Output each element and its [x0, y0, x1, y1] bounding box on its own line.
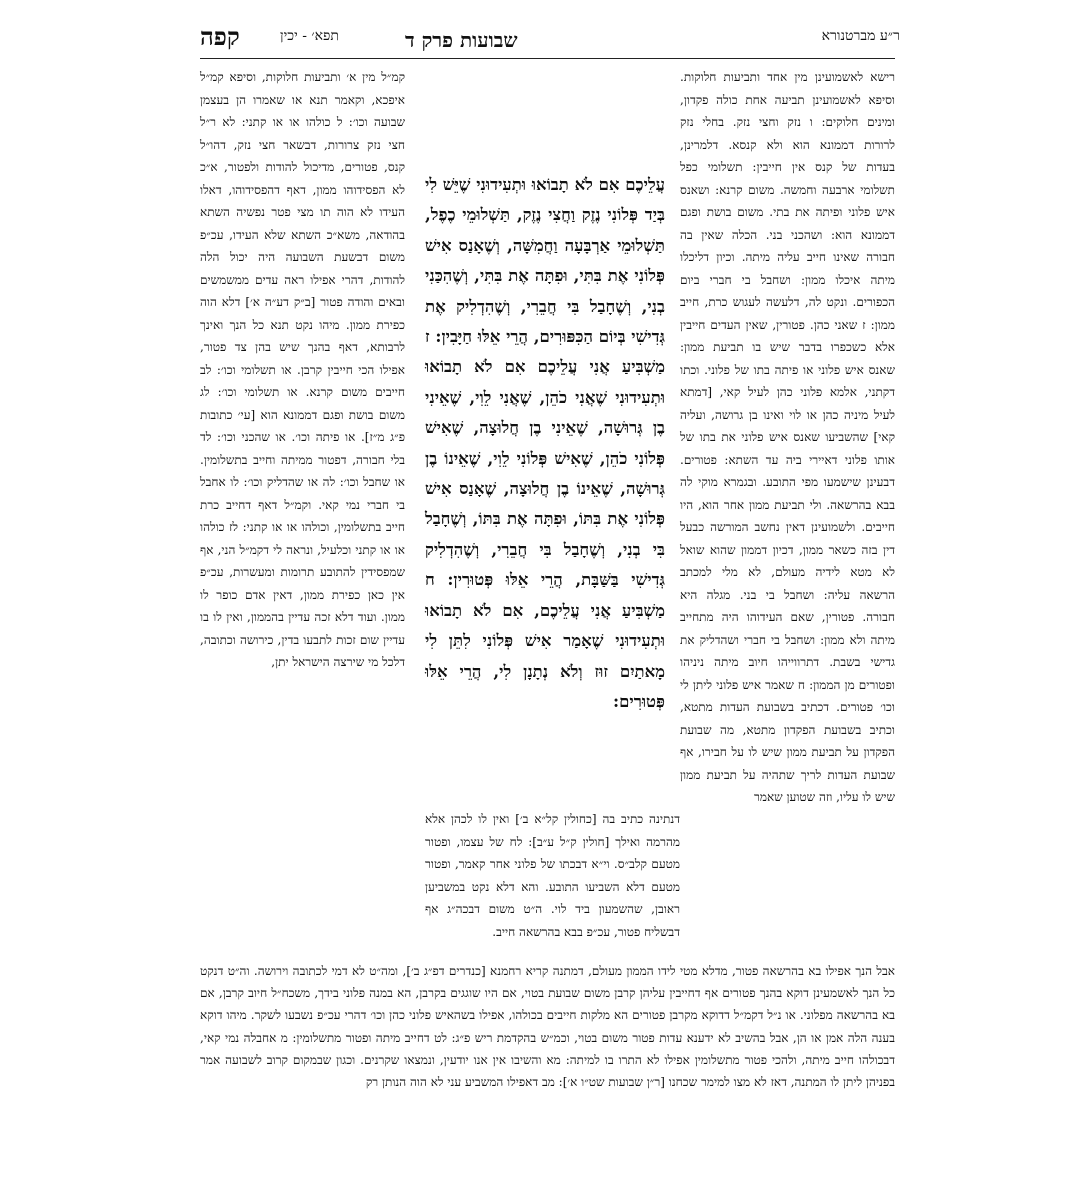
header-commentary: ר״ע מברטנורא [821, 28, 900, 44]
left-commentary-text: קמ״ל מין א׳ ותביעות חלוקות, וסיפא קמ״ל איפכא, וקאמר תנא או שאמרו הן בעצמן שבועה וכו׳: ל כולהו או או קתני: לא ר״ל חצי נזק צרורות, דבשאר חצי נזק, דהו״ל קנס, פטורים, מדיכול להודות ולפטור, א״כ לא הפסידוהו ממון, דאף דהפסידוהו, דאלו העידו לא הוה תו מצי פטר נפשיה השתא בהודאה, משא״כ השתא שלא העידו, עכ״פ משום דבשעת השבועה היה יכול הלה להודות, דהרי אפילו ראה עדים ממשמשים ובאים והודה פטור [ב״ק דע״ה א׳] דלא הוה כפירת ממון. מיהו נקט תנא כל הנך ואינך לרבותא, דאף בהנך שיש בהן צד פטור, אפילו הכי חייבין קרבן. או תשלומי וכו׳: לב חייבים משום קרנא. או תשלומי וכו׳: לג משום בושת ופגם דממונא הוא [עי׳ כתובות פ״ג מ״ז]. או פיתה וכו׳. או שהכני וכו׳: לד בלי חבורה, דפטור ממיתה וחייב בתשלומין. או שחבל וכו׳: לה או שהדליק וכו׳: לו אחבל בי חברי נמי קאי. וקמ״ל דאף דחייב כרת חייב בתשלומין, וכולהו או או קתני: לז כולהו או או קתני וכלעיל, ונראה לי דקמ״ל הני, אף שמפסידין להתובע תרומות ומעשרות, עכ״פ אין כאן כפירת ממון, דאין אדם כופר לו ממון. ועוד דלא זכה עדיין בהממון, ואין לו בו עדיין שום זכות לתבעו בדין, כירושה וכתובה, דלכל מי שירצה הישראל יתן, [200, 70, 405, 669]
middle-commentary-text: דנתינה כתיב בה [כחולין קל״א ב׳] ואין לו לכהן אלא מהרמה ואילך [חולין ק״ל ע״ב]: לח של עצמו, ופטור מטעם קלב״ס. וי״א דבכתו של פלוני אחר קאמר, ופטור מטעם דלא השביעו התובע. והא דלא נקט במשביען ראובן, שהשמעון ביד לוי. ה״ט משום דבכה״ג אף דבשליח פטור, עכ״פ בבא בהרשאה חייב. [425, 812, 680, 939]
mishnah-text: עֲלֵיכֶם אִם לֹא תָבוֹאוּ וּתְעִידוּנִי שֶׁיֵּשׁ לִי בְּיַד פְּלוֹנִי נֶזֶק וַחֲצִי נֶזֶק, תַּשְׁלוּמֵי כֶפֶל, תַּשְׁלוּמֵי אַרְבָּעָה וַחֲמִשָּׁה, וְשֶׁאָנַס אִישׁ פְּלוֹנִי אֶת בִּתִּי, וּפִתָּה אֶת בִּתִּי, וְשֶׁהִכַּנִי בְנִי, וְשֶׁחָבַל בִּי חֲבֵרִי, וְשֶׁהִדְלִיק אֶת גְּדִישִׁי בְּיוֹם הַכִּפּוּרִים, הֲרֵי אֵלּוּ חַיָּבִין: ז מַשְׁבִּיעַ אֲנִי עֲלֵיכֶם אִם לֹא תָבוֹאוּ וּתְעִידוּנִי שֶׁאֲנִי כֹהֵן, שֶׁאֲנִי לֵוִי, שֶׁאֵינִי בֶן גְּרוּשָׁה, שֶׁאֵינִי בֶן חֲלוּצָה, שֶׁאִישׁ פְּלוֹנִי כֹהֵן, שֶׁאִישׁ פְּלוֹנִי לֵוִי, שֶׁאֵינוֹ בֶן גְּרוּשָׁה, שֶׁאֵינוֹ בֶן חֲלוּצָה, שֶׁאָנַס אִישׁ פְּלוֹנִי אֶת בִּתּוֹ, וּפִתָּה אֶת בִּתּוֹ, וְשֶׁחָבַל בִּי בְנִי, וְשֶׁחָבַל בִּי חֲבֵרִי, וְשֶׁהִדְלִיק גְּדִישִׁי בַּשַּׁבָּת, הֲרֵי אֵלּוּ פְּטוּרִין: ח מַשְׁבִּיעַ אֲנִי עֲלֵיכֶם, אִם לֹא תָבוֹאוּ וּתְעִידוּנִי שֶׁאָמַר אִישׁ פְּלוֹנִי לִתֵּן לִי מָאתַיִם זוּז וְלֹא נְתָנָן לִי, הֲרֵי אֵלּוּ פְּטוּרִים: [425, 175, 665, 711]
bottom-commentary [200, 960, 895, 1093]
running-header [200, 28, 900, 54]
middle-commentary-continuation [425, 808, 680, 943]
header-range: תפא׳ - יכין [280, 28, 339, 44]
right-commentary-column [680, 66, 895, 809]
bottom-commentary-text: אבל הנך אפילו בא בהרשאה פטור, מדלא מטי לידו הממון מעולם, דמתנה קריא רחמנא [כנדרים דפ״ג ב׳], ומה״ט לא דמי לכתובה וירושה. וה״ט דנקט כל הנך לאשמעינן דוקא בהנך פטורים אף דחייבין עליהן קרבן משום שבועת בטוי, אם היו שוגגים בקרבן, הא במנה פלוני בידך, משכח״ל חיוב קרבן, אם בא בהרשאה מפלוני. או נ״ל דקמ״ל דדוקא מקרבן פטורים הא מלקות חייבים בכולהו, אפילו בשהאיש פלוני כהן וכו׳ דהרי עכ״פ נשבעו לשקר. מיהו דוקא בענה הלה אמן או הן, אבל בהשיב לא ידענא עדות פטור משום בטוי, וכמ״ש בהקדמת ריש פ״ג: לט דחייב מיתה ופטור מתשלומין: מ אחבלה נמי קאי, דבכולהו חייב מיתה, ולהכי פטור מתשלומין אפילו לא התרו בו למיתה: מא והשיבו אין אנו יודעין, ונמצאו שקרנים. וכגון שבמקום קרוב לשבועה אמר בפניהן ליתן לו המתנה, דאז לא מצו למימר שכחנו [ר״ן שבועות שט״ו א׳]: מב דאפילו המשביע עני לא הוה הנותן רק [200, 964, 895, 1090]
header-title: שבועות פרק ד [405, 28, 518, 52]
right-commentary-text: רישא לאשמועינן מין אחד ותביעות חלוקות. וסיפא לאשמועינן תביעה אחת כולה פקדון, ומינים חלוקים: ו נזק וחצי נזק. בחלי נזק לרורות דממונא הוא ולא קנסא. דלמרינן, בעדות של קנס אין חייבין: תשלומי כפל תשלומי ארבעה וחמשה. משום קרנא: ושאנס איש פלוני ופיתה את בתי. משום בושת ופגם דממונא הוא: ושהכני בני. הכלה שאין בה חבורה שאינו חייב עליה מיתה. וכיון דליכלו מיתה איכלו ממון: ושחבל בי חברי ביום הכפורים. ונקט לה, דלעשה לעגוש כרת, חייב ממון: ז שאני כהן. פטורין, שאין העדים חייבין אלא כשכפרו בדבר שיש בו תביעת ממון: שאנס איש פלוני או פיתה בתו של פלוני. וכתו דקתני, אלמא פלוני כהן לעיל קאי, [דמתא לעיל מיניה כהן או לוי ואינו בן גרושה, ועליה קאי] שהשביעו שאנס איש פלוני את בתו של אותו פלוני דאיירי ביה עד השתא: פטורים. דבעינן שישמעו מפי התובע. ובגמרא מוקי לה בבא בהרשאה. ולי תביעת ממון אחר הוא, היו חייבים. ולשמועינן דאין נחשב המורשה כבעל דין בזה כשאר ממון, דכיון דממון שהוא שואל לא מטא לידיה מעולם, לא מלי למכתב הרשאה עליה: ושחבל בי בני. מגלה היא חבורה. פטורין, שאם העידוהו היה מתחייב מיתה ולא ממון: ושחבל בי חברי ושהדליק את גדישי בשבת. דתרווייהו חיוב מיתה ניניהו ופטורים מן הממון: ח שאמר איש פלוני ליתן לי וכו׳ פטורים. דכתיב בשבועת העדות מתטא, וכתיב בשבועת הפקדון מתטא, מה שבועת הפקדון על תביעת ממון שיש לו על חבירו, אף שבועת העדות לריך שתהיה על תביעת ממון שיש לו עליו, וזה שטוען שאמר [680, 70, 895, 804]
header-rule [200, 58, 895, 59]
mishnah-column [425, 170, 665, 717]
left-commentary-column [200, 66, 405, 674]
page-number: קפה [200, 22, 240, 51]
